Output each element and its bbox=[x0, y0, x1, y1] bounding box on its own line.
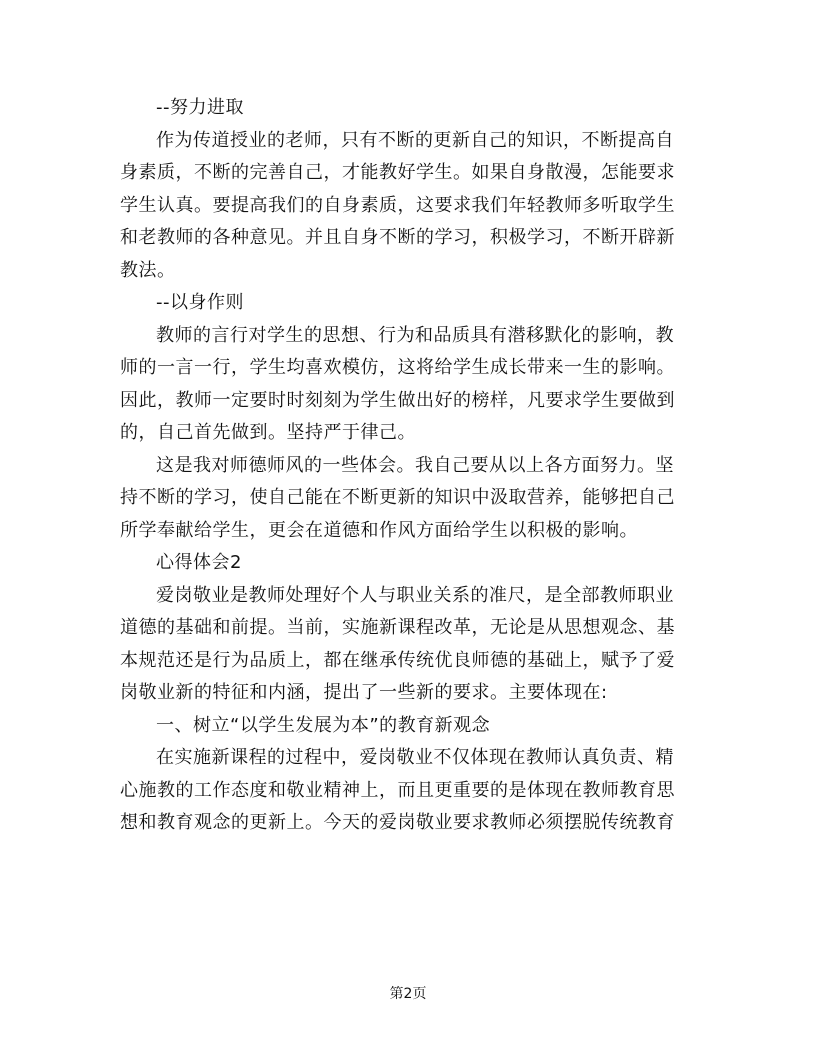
paragraph-line: 教师的言行对学生的思想、行为和品质具有潜移默化的影响，教 bbox=[156, 324, 674, 346]
section-title-2 bbox=[120, 547, 696, 580]
paragraph-effort bbox=[120, 125, 696, 288]
heading-example bbox=[120, 287, 696, 320]
paragraph-line: 的，自己首先做到。坚持严于律己。 bbox=[120, 422, 416, 443]
paragraph-line: 身素质，不断的完善自己，才能教好学生。如果自身散漫，怎能要求 bbox=[120, 162, 675, 183]
paragraph-line: 这是我对师德师风的一些体会。我自己要从以上各方面努力。坚 bbox=[156, 454, 674, 476]
paragraph-line: 教法。 bbox=[120, 259, 176, 281]
paragraph-line: 师的一言一行，学生均喜欢模仿，这将给学生成长带来一生的影响。 bbox=[120, 357, 675, 378]
paragraph-line: 道德的基础和前提。当前，实施新课程改革，无论是从思想观念、基 bbox=[120, 617, 675, 638]
paragraph-line: 本规范还是行为品质上，都在继承传统优良师德的基础上，赋予了爱 bbox=[120, 649, 675, 671]
paragraph-summary bbox=[120, 450, 696, 548]
paragraph-line: 持不断的学习，使自己能在不断更新的知识中汲取营养，能够把自己 bbox=[120, 487, 675, 508]
paragraph-line: 所学奉献给学生，更会在道德和作风方面给学生以积极的影响。 bbox=[120, 519, 638, 541]
paragraph-dedication bbox=[120, 580, 696, 710]
paragraph-line: 学生认真。要提高我们的自身素质，这要求我们年轻教师多听取学生 bbox=[120, 194, 675, 216]
paragraph-new-curriculum bbox=[120, 742, 696, 840]
paragraph-line: 一、树立“以学生发展为本”的教育新观念 bbox=[156, 714, 491, 736]
paragraph-line: 和老教师的各种意见。并且自身不断的学习，积极学习，不断开辟新 bbox=[120, 227, 675, 248]
page-number: 第2页 bbox=[389, 986, 427, 1002]
paragraph-line: --以身作则 bbox=[156, 292, 244, 313]
heading-effort bbox=[120, 92, 696, 125]
paragraph-line: --努力进取 bbox=[156, 97, 244, 118]
paragraph-example bbox=[120, 320, 696, 450]
paragraph-line: 心得体会2 bbox=[156, 552, 242, 573]
paragraph-line: 作为传道授业的老师，只有不断的更新自己的知识，不断提高自 bbox=[156, 129, 674, 151]
paragraph-line: 心施教的工作态度和敬业精神上，而且更重要的是体现在教师教育思 bbox=[120, 779, 675, 801]
paragraph-line: 爱岗敬业是教师处理好个人与职业关系的准尺，是全部教师职业 bbox=[156, 584, 674, 606]
paragraph-line: 因此，教师一定要时时刻刻为学生做出好的榜样，凡要求学生要做到 bbox=[120, 389, 675, 411]
subheading-student-first bbox=[120, 710, 696, 743]
paragraph-line: 岗敬业新的特征和内涵，提出了一些新的要求。主要体现在: bbox=[120, 682, 608, 703]
paragraph-line: 想和教育观念的更新上。今天的爱岗敬业要求教师必须摆脱传统教育 bbox=[120, 812, 675, 833]
document-body bbox=[120, 92, 696, 840]
paragraph-line: 在实施新课程的过程中，爱岗敬业不仅体现在教师认真负责、精 bbox=[156, 747, 674, 768]
